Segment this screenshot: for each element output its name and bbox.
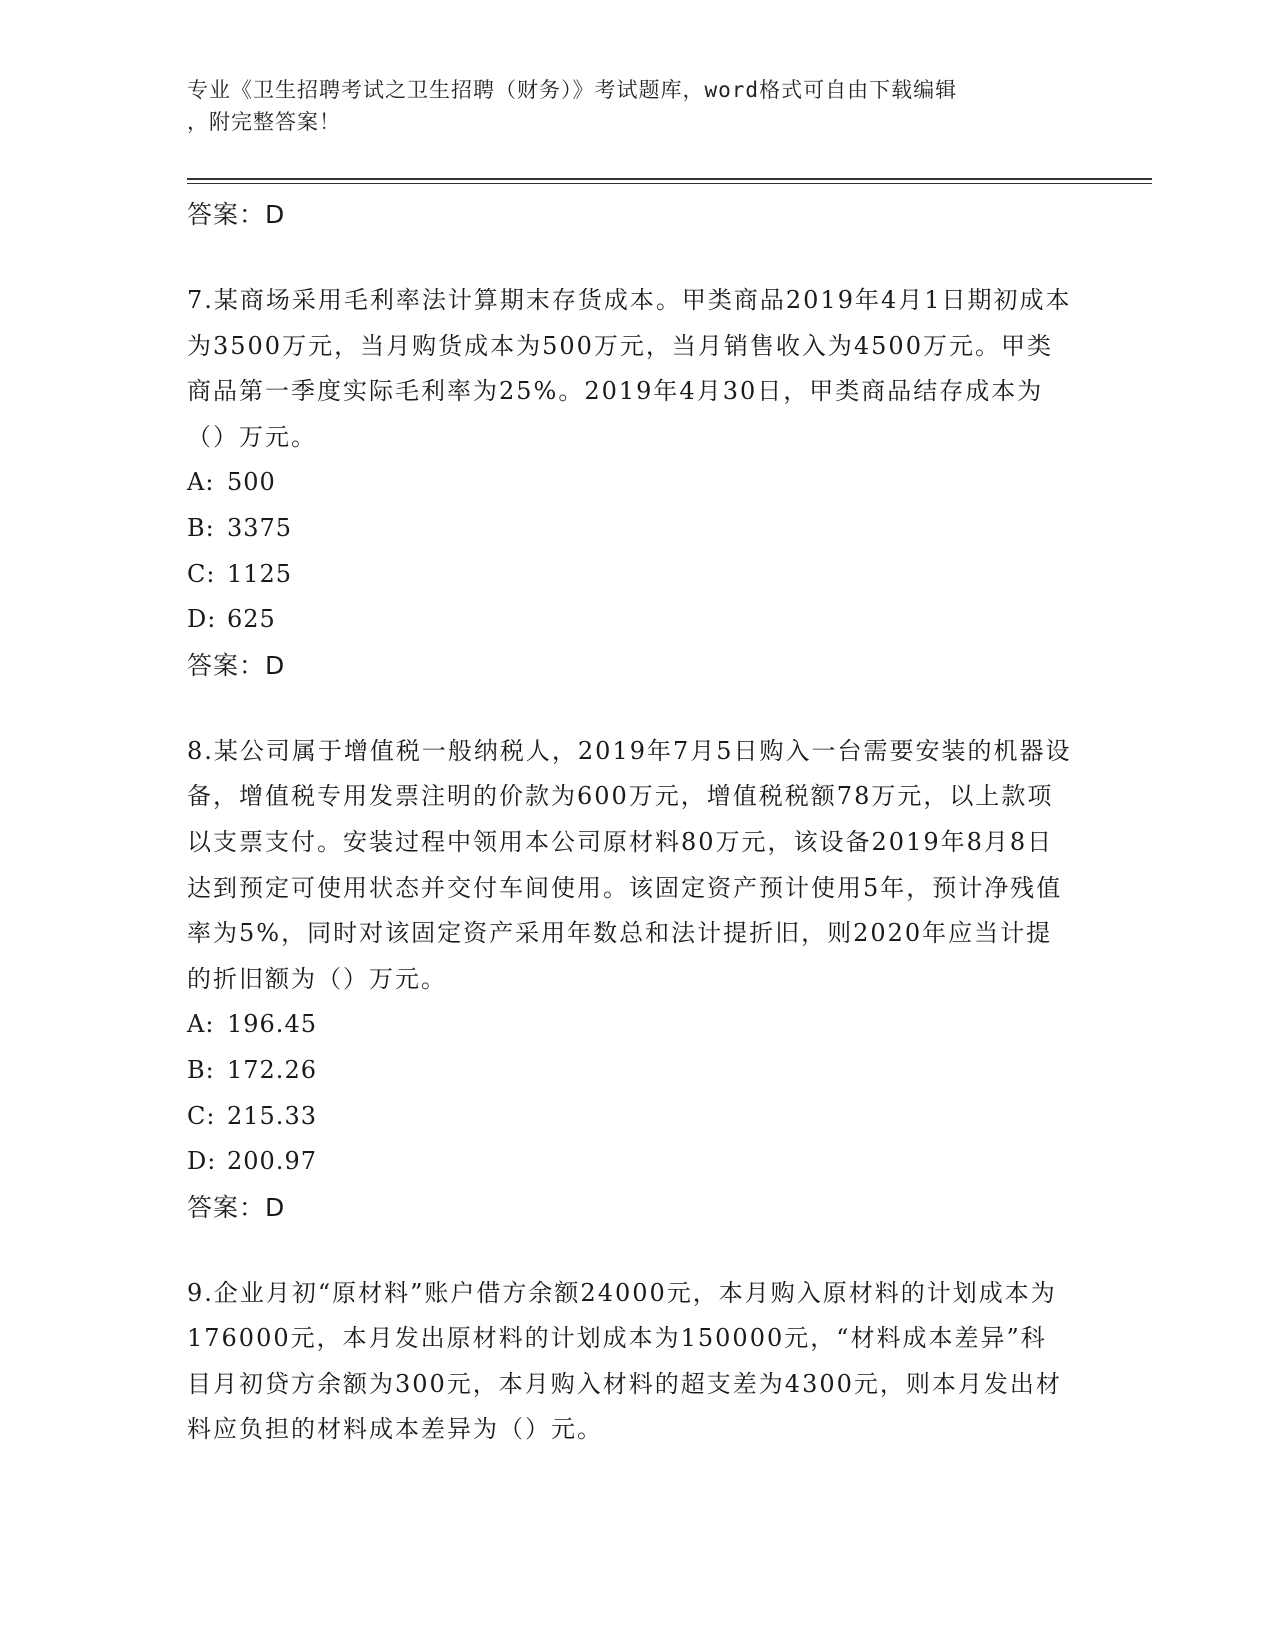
option-key: D:: [187, 605, 217, 634]
header-rule-thin: [187, 183, 1152, 184]
option-item: [187, 506, 1072, 552]
option-item: [187, 552, 1072, 598]
spacer: [187, 238, 1072, 278]
option-item: [187, 1094, 1072, 1140]
option-value: 500: [227, 468, 276, 497]
option-value: 1125: [227, 559, 293, 588]
question-text: 8.某公司属于增值税一般纳税人，2019年7月5日购入一台需要安装的机器设备，增值税专用发票注明的价款为600万元，增值税税额78万元，以上款项以支票支付。安装过程中领用本公司原材料80万元，该设备2019年8月8日达到预定可使用状态并交付车间使用。该固定资产预计使用5年，预计净残值率为5%，同时对该固定资产采用年数总和法计提折旧，则2020年应当计提的折旧额为（）万元。: [187, 736, 1072, 993]
option-key: B:: [187, 1055, 215, 1084]
header-line-2: ，附完整答案！: [187, 110, 341, 134]
header-line-1: 专业《卫生招聘考试之卫生招聘（财务）》考试题库，word格式可自由下载编辑: [187, 78, 958, 102]
option-key: A:: [187, 1010, 215, 1039]
option-item: [187, 1139, 1072, 1185]
option-key: A:: [187, 468, 215, 497]
option-value: 196.45: [227, 1010, 317, 1039]
question-text: 9.企业月初“原材料”账户借方余额24000元，本月购入原材料的计划成本为176000元，本月发出原材料的计划成本为150000元，“材料成本差异”科目月初贷方余额为300元，本月购入材料的超支差为4300元，则本月发出材料应负担的材料成本差异为（）元。: [187, 1278, 1062, 1444]
answer-line: 答案：D: [187, 650, 286, 680]
option-key: B:: [187, 513, 215, 542]
option-item: [187, 1002, 1072, 1048]
option-key: C:: [187, 559, 216, 588]
page-header: [187, 74, 1067, 138]
spacer: [187, 1231, 1072, 1271]
option-value: 3375: [227, 513, 293, 542]
option-key: C:: [187, 1101, 216, 1130]
option-item: [187, 597, 1072, 643]
option-item: [187, 1048, 1072, 1094]
header-rule-thick: [187, 178, 1152, 180]
question-content: [187, 192, 1072, 1453]
option-key: D:: [187, 1147, 217, 1176]
spacer: [187, 689, 1072, 729]
option-value: 215.33: [227, 1101, 317, 1130]
option-value: 625: [227, 605, 276, 634]
option-value: 172.26: [227, 1055, 317, 1084]
answer-line: 答案：D: [187, 1192, 286, 1222]
question-text: 7.某商场采用毛利率法计算期末存货成本。甲类商品2019年4月1日期初成本为3500万元，当月购货成本为500万元，当月销售收入为4500万元。甲类商品第一季度实际毛利率为25%。2019年4月30日，甲类商品结存成本为（）万元。: [187, 286, 1072, 451]
answer-line: 答案：D: [187, 200, 286, 229]
option-item: [187, 460, 1072, 506]
option-value: 200.97: [227, 1147, 317, 1176]
